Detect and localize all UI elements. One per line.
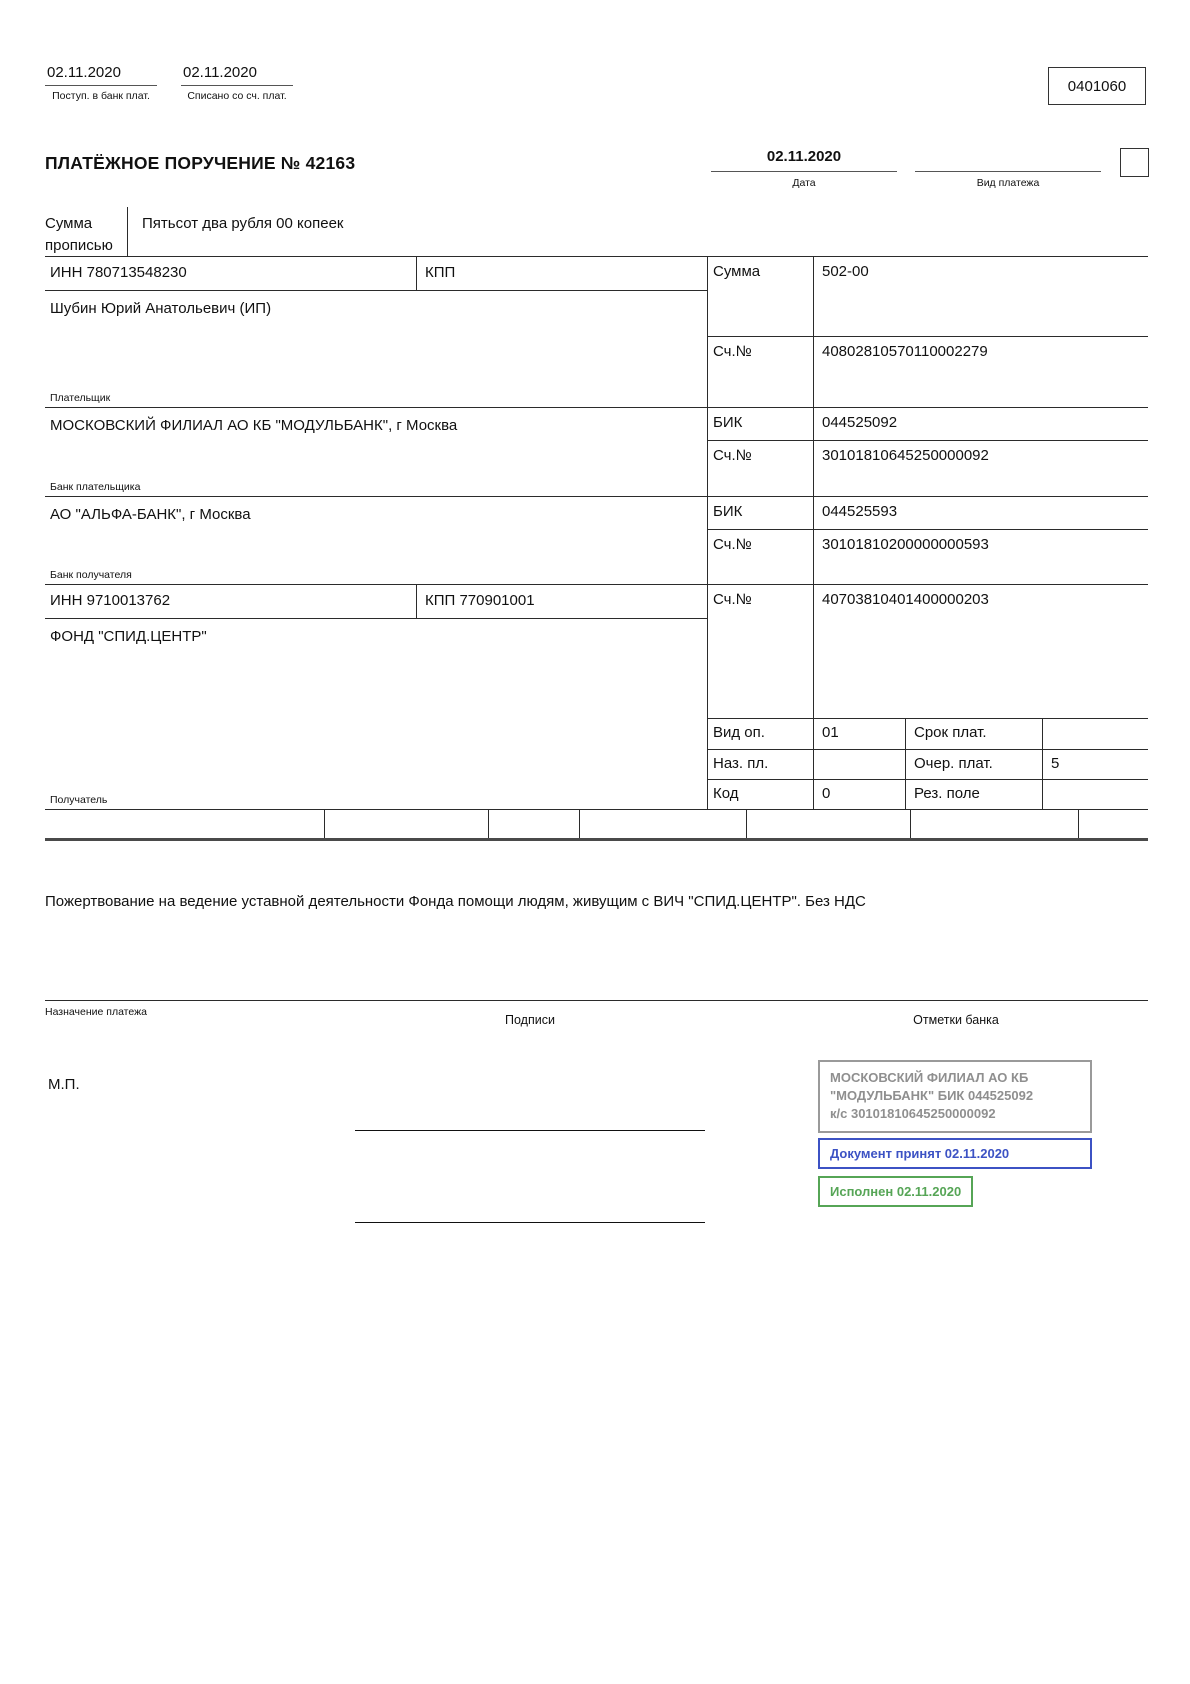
purpose-code-label: Наз. пл.: [708, 750, 814, 779]
beneficiary-bank-section-label: Банк получателя: [50, 569, 132, 581]
payer-kpp: КПП: [425, 264, 456, 281]
payment-order-table: [45, 207, 1148, 841]
payer-bank-band: [45, 408, 1148, 497]
form-code-box: 0401060: [1048, 67, 1146, 105]
beneficiary-bank-bik-row: [708, 497, 1148, 530]
beneficiary-section-label: Получатель: [50, 794, 108, 806]
payment-kind-value: [915, 148, 1101, 172]
signature-line: [355, 1130, 705, 1131]
tax-field-cell: [489, 810, 580, 838]
payment-kind-checkbox: [1120, 148, 1149, 177]
bank-marks-label: Отметки банка: [913, 1013, 999, 1027]
debited-date-block: [181, 64, 293, 102]
title-row: [45, 148, 1148, 196]
amount-in-words-value: Пятьсот два рубля 00 копеек: [142, 215, 344, 232]
payer-name: Шубин Юрий Анатольевич (ИП): [50, 300, 272, 317]
purpose-code-row: [708, 749, 1148, 779]
beneficiary-inn: ИНН 9710013762: [45, 585, 417, 618]
code-value: 0: [814, 780, 906, 809]
tax-field-cell: [580, 810, 747, 838]
beneficiary-bank-account-label: Сч.№: [708, 530, 814, 584]
payer-account-label: Сч.№: [708, 337, 814, 407]
tax-fields-row: [45, 810, 1148, 841]
stamp-place-label: М.П.: [48, 1076, 80, 1093]
bank-stamp-line3: к/с 30101810645250000092: [830, 1106, 996, 1122]
purpose-code-value: [814, 750, 906, 779]
beneficiary-inn-kpp-row: [45, 585, 707, 619]
reserve-field-value: [1043, 780, 1148, 809]
beneficiary-bank-account-row: [708, 530, 1148, 584]
signature-line: [355, 1222, 705, 1223]
payer-inn-kpp-row: [45, 257, 707, 291]
received-date-block: [45, 64, 157, 102]
beneficiary-kpp: КПП 770901001: [425, 592, 535, 609]
payer-band: [45, 257, 1148, 408]
beneficiary-bank-bik-label: БИК: [708, 497, 814, 529]
operation-grid: [708, 719, 1148, 809]
beneficiary-account-value: 40703810401400000203: [822, 591, 989, 608]
beneficiary-bank-bik-value: 044525593: [822, 503, 898, 520]
priority-value: 5: [1051, 755, 1060, 772]
payment-purpose-text: Пожертвование на ведение уставной деятельности Фонда помощи людям, живущим с ВИЧ "СПИД.ЦЕНТР". Без НДС: [45, 893, 866, 910]
beneficiary-bank-band: [45, 497, 1148, 585]
payer-account-row: [708, 337, 1148, 407]
beneficiary-account-row: [708, 585, 1148, 719]
tax-field-cell: [911, 810, 1079, 838]
payer-bank-bik-label: БИК: [708, 408, 814, 440]
amount-row: [708, 257, 1148, 337]
due-date-label: Срок плат.: [906, 719, 1043, 749]
payer-bank-section-label: Банк плательщика: [50, 481, 141, 493]
payer-bank-bik-value: 044525092: [822, 414, 898, 431]
purpose-separator-line: [45, 1000, 1148, 1001]
reserve-field-label: Рез. поле: [906, 780, 1043, 809]
due-date-value: [1043, 719, 1148, 749]
document-executed-badge: Исполнен 02.11.2020: [818, 1176, 973, 1207]
tax-field-cell: [747, 810, 911, 838]
payer-bank-account-row: [708, 441, 1148, 496]
payer-bank-account-value: 30101810645250000092: [822, 447, 989, 464]
payer-bank-bik-row: [708, 408, 1148, 441]
op-type-value: 01: [814, 719, 906, 749]
tax-field-cell: [1079, 810, 1148, 838]
date-label: Дата: [792, 177, 816, 189]
code-row: [708, 779, 1148, 809]
beneficiary-bank-name: АО "АЛЬФА-БАНК", г Москва: [50, 506, 251, 523]
top-dates: [45, 64, 293, 102]
tax-field-cell: [45, 810, 325, 838]
payer-inn: ИНН 780713548230: [45, 257, 417, 290]
amount-value: 502-00: [822, 263, 869, 280]
op-type-row: [708, 719, 1148, 749]
date-value: 02.11.2020: [711, 148, 897, 172]
signatures-label: Подписи: [505, 1013, 555, 1027]
code-label: Код: [708, 780, 814, 809]
amount-label: Сумма: [708, 257, 814, 336]
bank-stamp-line1: МОСКОВСКИЙ ФИЛИАЛ АО КБ: [830, 1070, 1029, 1085]
op-type-label: Вид оп.: [708, 719, 814, 749]
payer-section-label: Плательщик: [50, 392, 111, 404]
payer-bank-account-label: Сч.№: [708, 441, 814, 496]
received-date-value: 02.11.2020: [45, 64, 157, 86]
beneficiary-name: ФОНД "СПИД.ЦЕНТР": [50, 628, 207, 645]
received-date-label: Поступ. в банк плат.: [52, 90, 150, 102]
tax-field-cell: [325, 810, 489, 838]
page-title: ПЛАТЁЖНОЕ ПОРУЧЕНИЕ № 42163: [45, 153, 356, 173]
debited-date-label: Списано со сч. плат.: [187, 90, 287, 102]
priority-label: Очер. плат.: [906, 750, 1043, 779]
amount-in-words-label: Сумма прописью: [45, 207, 128, 256]
debited-date-value: 02.11.2020: [181, 64, 293, 86]
beneficiary-account-label: Сч.№: [708, 585, 814, 718]
bank-stamp-line2: "МОДУЛЬБАНК" БИК 044525092: [830, 1088, 1034, 1104]
date-field: [711, 148, 897, 189]
payer-bank-name: МОСКОВСКИЙ ФИЛИАЛ АО КБ "МОДУЛЬБАНК", г Москва: [50, 417, 458, 434]
payment-kind-field: [915, 148, 1101, 189]
payment-kind-label: Вид платежа: [976, 177, 1040, 189]
document-accepted-badge: Документ принят 02.11.2020: [818, 1138, 1092, 1169]
payment-purpose-label: Назначение платежа: [45, 1006, 147, 1018]
beneficiary-bank-account-value: 30101810200000000593: [822, 536, 989, 553]
bank-stamp-box: [818, 1060, 1092, 1133]
amount-in-words-row: [45, 207, 1148, 257]
beneficiary-band: [45, 585, 1148, 810]
payer-account-value: 40802810570110002279: [822, 343, 988, 360]
